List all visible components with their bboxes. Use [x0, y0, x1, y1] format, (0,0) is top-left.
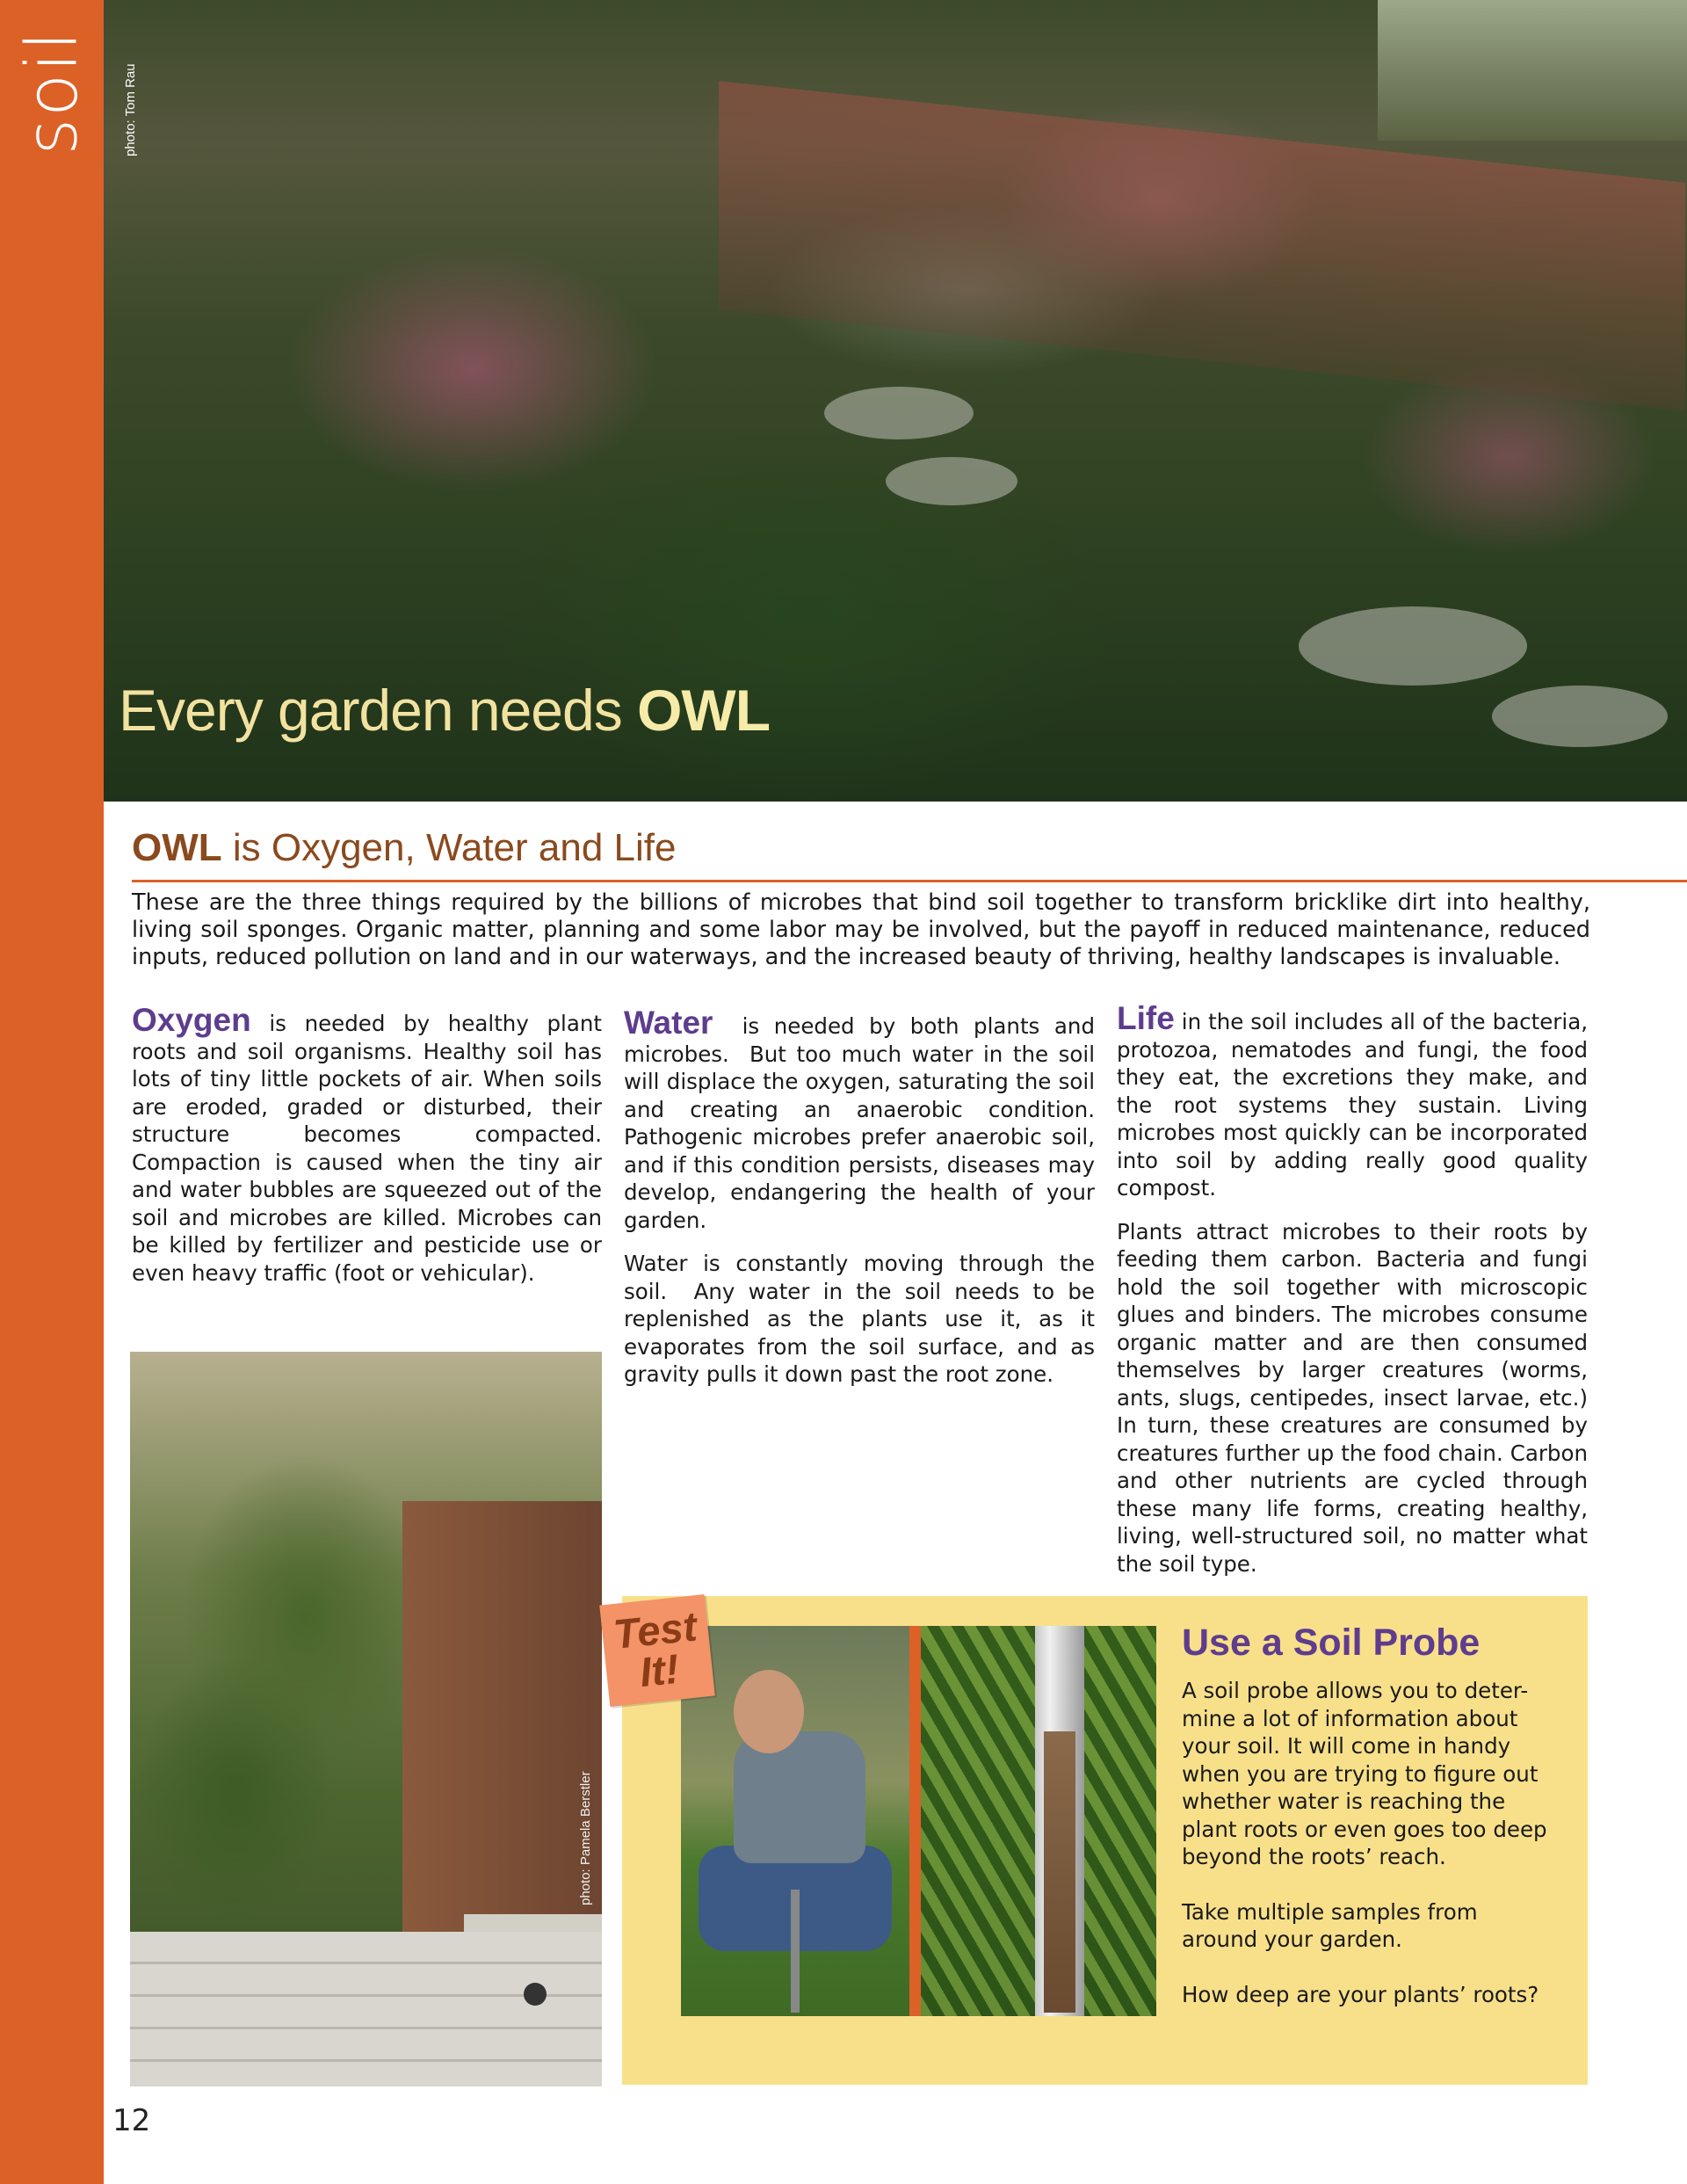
- hero-stepping-stone: [824, 387, 974, 439]
- hero-stepping-stone: [886, 457, 1017, 505]
- hero-photo-credit: photo: Tom Rau: [123, 63, 138, 156]
- hero-title-bold: OWL: [637, 678, 771, 743]
- oxygen-text: is needed by healthy plant roots and soil organisms. Healthy soil has lots of tiny little pockets of air. When soils are eroded, graded or disturbed, their structure becomes compacted. Compaction is caused when the tiny air and water bubbles are squeezed out of the soil and microbes are killed. Microbes can be killed by fertilizer and pesticide use or even heavy traffic (foot or vehicular).: [132, 1011, 602, 1286]
- life-paragraph-2: Plants attract microbes to their roots by feeding them carbon. Bacteria and fungi hold the soil together with microscopic glues and binders. The microbes consume organic matter and are then consumed themselves by larger creatures (worms, ants, slugs, centipedes, insect larvae, etc.) In turn, these creatures are consumed by creatures further up the food chain. Carbon and other nutrients are cycled through these many life forms, creating healthy, living, well-structured soil, no matter what the soil type.: [1117, 1218, 1588, 1577]
- test-it-tag: [599, 1594, 714, 1707]
- life-text: in the soil includes all of the bacteria, protozoa, nematodes and fungi, the food they eat, the excretions they make, and the root systems they sustain. Living microbes most quickly can be incorporated into soil by adding really good quality compost.: [1117, 1009, 1588, 1201]
- probe-text: [1182, 1677, 1560, 2035]
- life-paragraph-1: [1117, 1000, 1588, 1202]
- page-number: 12: [112, 2103, 151, 2138]
- oxygen-paragraph: [132, 1002, 602, 1287]
- hero-stepping-stone: [1492, 686, 1668, 747]
- probe-photo-person: [681, 1626, 909, 2016]
- hero-sky-area: [1378, 0, 1687, 141]
- hero-title-prefix: Every garden needs: [119, 678, 638, 743]
- oxygen-lead: Oxygen: [132, 1002, 251, 1038]
- probe-paragraph-2: Take multiple samples from around your garden.: [1182, 1898, 1478, 1952]
- probe-person-head: [734, 1670, 804, 1753]
- section-heading: [132, 826, 676, 870]
- section-heading-rest: is Oxygen, Water and Life: [221, 826, 677, 869]
- water-lead: Water: [624, 1005, 713, 1041]
- probe-paragraph-1: A soil probe allows you to deter-mine a lot of information about your soil. It will come in handy when you are trying to figure out whether water is reaching the plant roots or even goes too deep beyond the roots’ reach.: [1182, 1678, 1547, 1869]
- life-lead: Life: [1117, 1000, 1175, 1036]
- test-it-line-1: Test: [611, 1602, 699, 1658]
- garden-photo-block-wall: [130, 1932, 602, 2086]
- garden-photo-wall-light: [524, 1983, 547, 2006]
- intro-paragraph: These are the three things required by the billions of microbes that bind soil together to transform bricklike dirt into healthy, living soil sponges. Organic matter, planning and some labor may be involved, but the payoff in reduced maintenance, reduced inputs, reduced pollution on land and in our waterways, and the increased beauty of thriving, healthy landscapes is invaluable.: [132, 889, 1590, 970]
- probe-title: Use a Soil Probe: [1182, 1622, 1481, 1664]
- section-divider: [132, 880, 1687, 882]
- water-text: is needed by both plants and microbes. But too much water in the soil will displace the oxygen, saturating the soil and creating an anaerobic condition. Pathogenic microbes prefer anaerobic soil, and if this condition persists, diseases may develop, endangering the health of your garden.: [624, 1013, 1102, 1233]
- water-paragraph-1: [624, 1005, 1102, 1234]
- hero-title: [119, 677, 770, 744]
- water-column: [624, 1005, 1102, 1404]
- probe-photo-core-sample: [921, 1626, 1156, 2016]
- probe-photo-divider: [909, 1626, 921, 2016]
- probe-tool: [791, 1890, 800, 2013]
- garden-photo-credit: photo: Pamela Berstler: [578, 1771, 593, 1905]
- sidebar-section-label: soil: [11, 29, 93, 156]
- hero-stepping-stone: [1299, 606, 1527, 686]
- section-sidebar: [0, 0, 104, 2184]
- test-it-line-2: It!: [637, 1644, 682, 1696]
- life-column: [1117, 1000, 1588, 1593]
- garden-photo-fence: [402, 1501, 602, 1958]
- garden-photo: [130, 1352, 602, 2086]
- oxygen-column: [132, 1002, 602, 1302]
- probe-paragraph-3: How deep are your plants’ roots?: [1182, 1981, 1539, 2007]
- probe-person-shirt: [734, 1731, 865, 1863]
- probe-soil-core: [1044, 1731, 1075, 2013]
- water-paragraph-2: Water is constantly moving through the soil. Any water in the soil needs to be replenished as the plants use it, as it evaporates from the soil surface, and as gravity pulls it down past the root zone.: [624, 1251, 1102, 1387]
- section-heading-bold: OWL: [132, 826, 222, 869]
- test-it-text: [601, 1602, 714, 1696]
- hero-garden-photo: [104, 0, 1687, 802]
